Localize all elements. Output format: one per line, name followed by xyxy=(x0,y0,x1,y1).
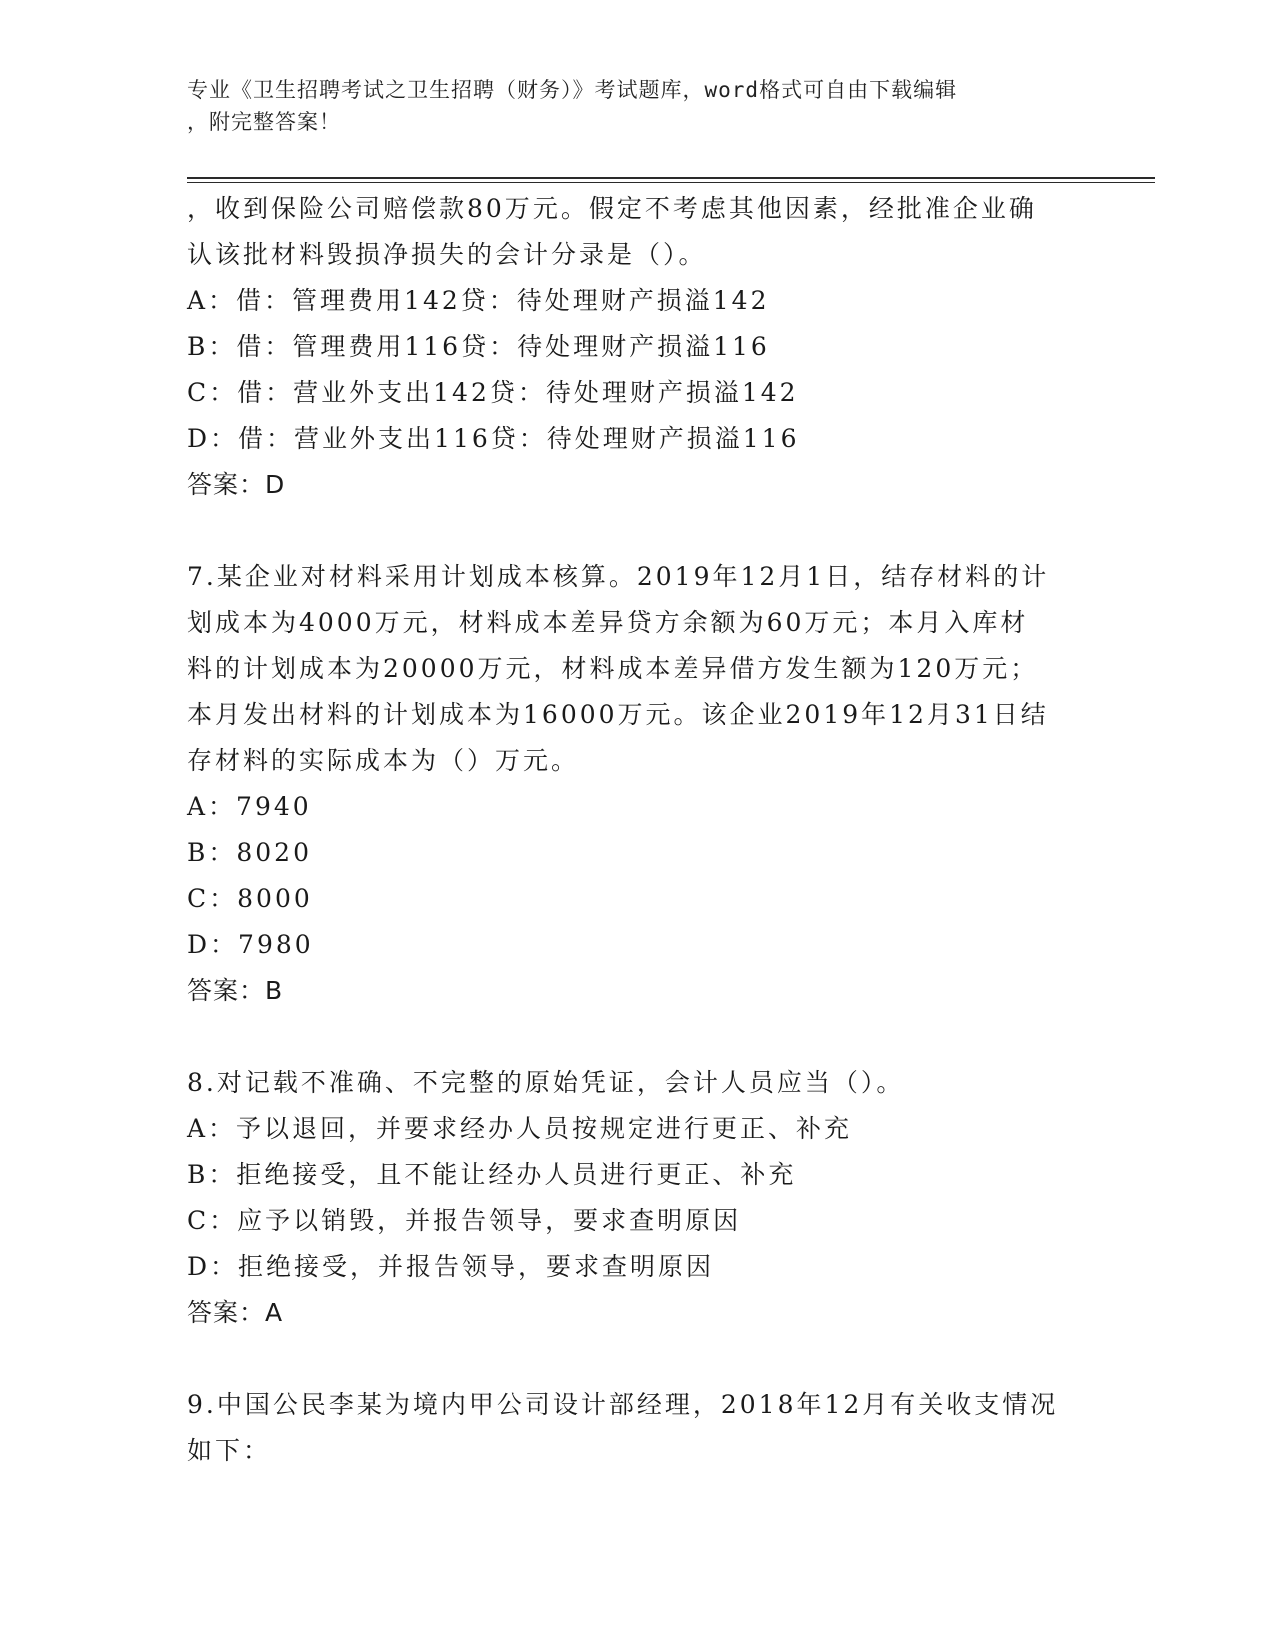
option-b: B：8020 xyxy=(187,838,312,867)
option-c: C：8000 xyxy=(187,884,313,913)
option-d: D：借：营业外支出116贷：待处理财产损溢116 xyxy=(187,424,800,453)
option-a: A：7940 xyxy=(187,792,312,821)
header-line-2: ，附完整答案！ xyxy=(187,110,341,134)
option-c: C：应予以销毁，并报告领导，要求查明原因 xyxy=(187,1206,742,1235)
header-divider-thick xyxy=(187,177,1155,179)
question-stem-line: 存材料的实际成本为（）万元。 xyxy=(187,746,580,775)
question-stem-line: 本月发出材料的计划成本为16000万元。该企业2019年12月31日结 xyxy=(187,700,1049,729)
answer-line: 答案：B xyxy=(187,976,284,1005)
option-b: B：拒绝接受，且不能让经办人员进行更正、补充 xyxy=(187,1160,797,1189)
question-6 xyxy=(187,186,1087,508)
header-line-1: 专业《卫生招聘考试之卫生招聘（财务）》考试题库，word格式可自由下载编辑 xyxy=(187,78,958,102)
answer-line: 答案：A xyxy=(187,1298,284,1327)
question-stem-line: 7.某企业对材料采用计划成本核算。2019年12月1日，结存材料的计 xyxy=(187,562,1050,591)
question-stem-line: 划成本为4000万元，材料成本差异贷方余额为60万元；本月入库材 xyxy=(187,608,1029,637)
question-7 xyxy=(187,554,1087,1014)
header-divider-thin xyxy=(187,182,1155,183)
question-stem-line: ，收到保险公司赔偿款80万元。假定不考虑其他因素，经批准企业确 xyxy=(187,194,1037,223)
question-stem-line: 如下： xyxy=(187,1436,272,1465)
answer-line: 答案：D xyxy=(187,470,286,499)
question-stem-line: 料的计划成本为20000万元，材料成本差异借方发生额为120万元； xyxy=(187,654,1039,683)
question-stem-line: 9.中国公民李某为境内甲公司设计部经理，2018年12月有关收支情况 xyxy=(187,1390,1059,1419)
spacer xyxy=(187,1014,1087,1060)
question-stem-line: 认该批材料毁损净损失的会计分录是（）。 xyxy=(187,240,707,269)
question-stem-line: 8.对记载不准确、不完整的原始凭证，会计人员应当（）。 xyxy=(187,1068,905,1097)
option-c: C：借：营业外支出142贷：待处理财产损溢142 xyxy=(187,378,799,407)
spacer xyxy=(187,1336,1087,1382)
option-a: A：借：管理费用142贷：待处理财产损溢142 xyxy=(187,286,770,315)
question-list xyxy=(187,186,1087,1474)
document-header xyxy=(187,74,1067,138)
question-8 xyxy=(187,1060,1087,1336)
question-9 xyxy=(187,1382,1087,1474)
option-d: D：7980 xyxy=(187,930,314,959)
option-d: D：拒绝接受，并报告领导，要求查明原因 xyxy=(187,1252,715,1281)
option-a: A：予以退回，并要求经办人员按规定进行更正、补充 xyxy=(187,1114,853,1143)
option-b: B：借：管理费用116贷：待处理财产损溢116 xyxy=(187,332,770,361)
spacer xyxy=(187,508,1087,554)
